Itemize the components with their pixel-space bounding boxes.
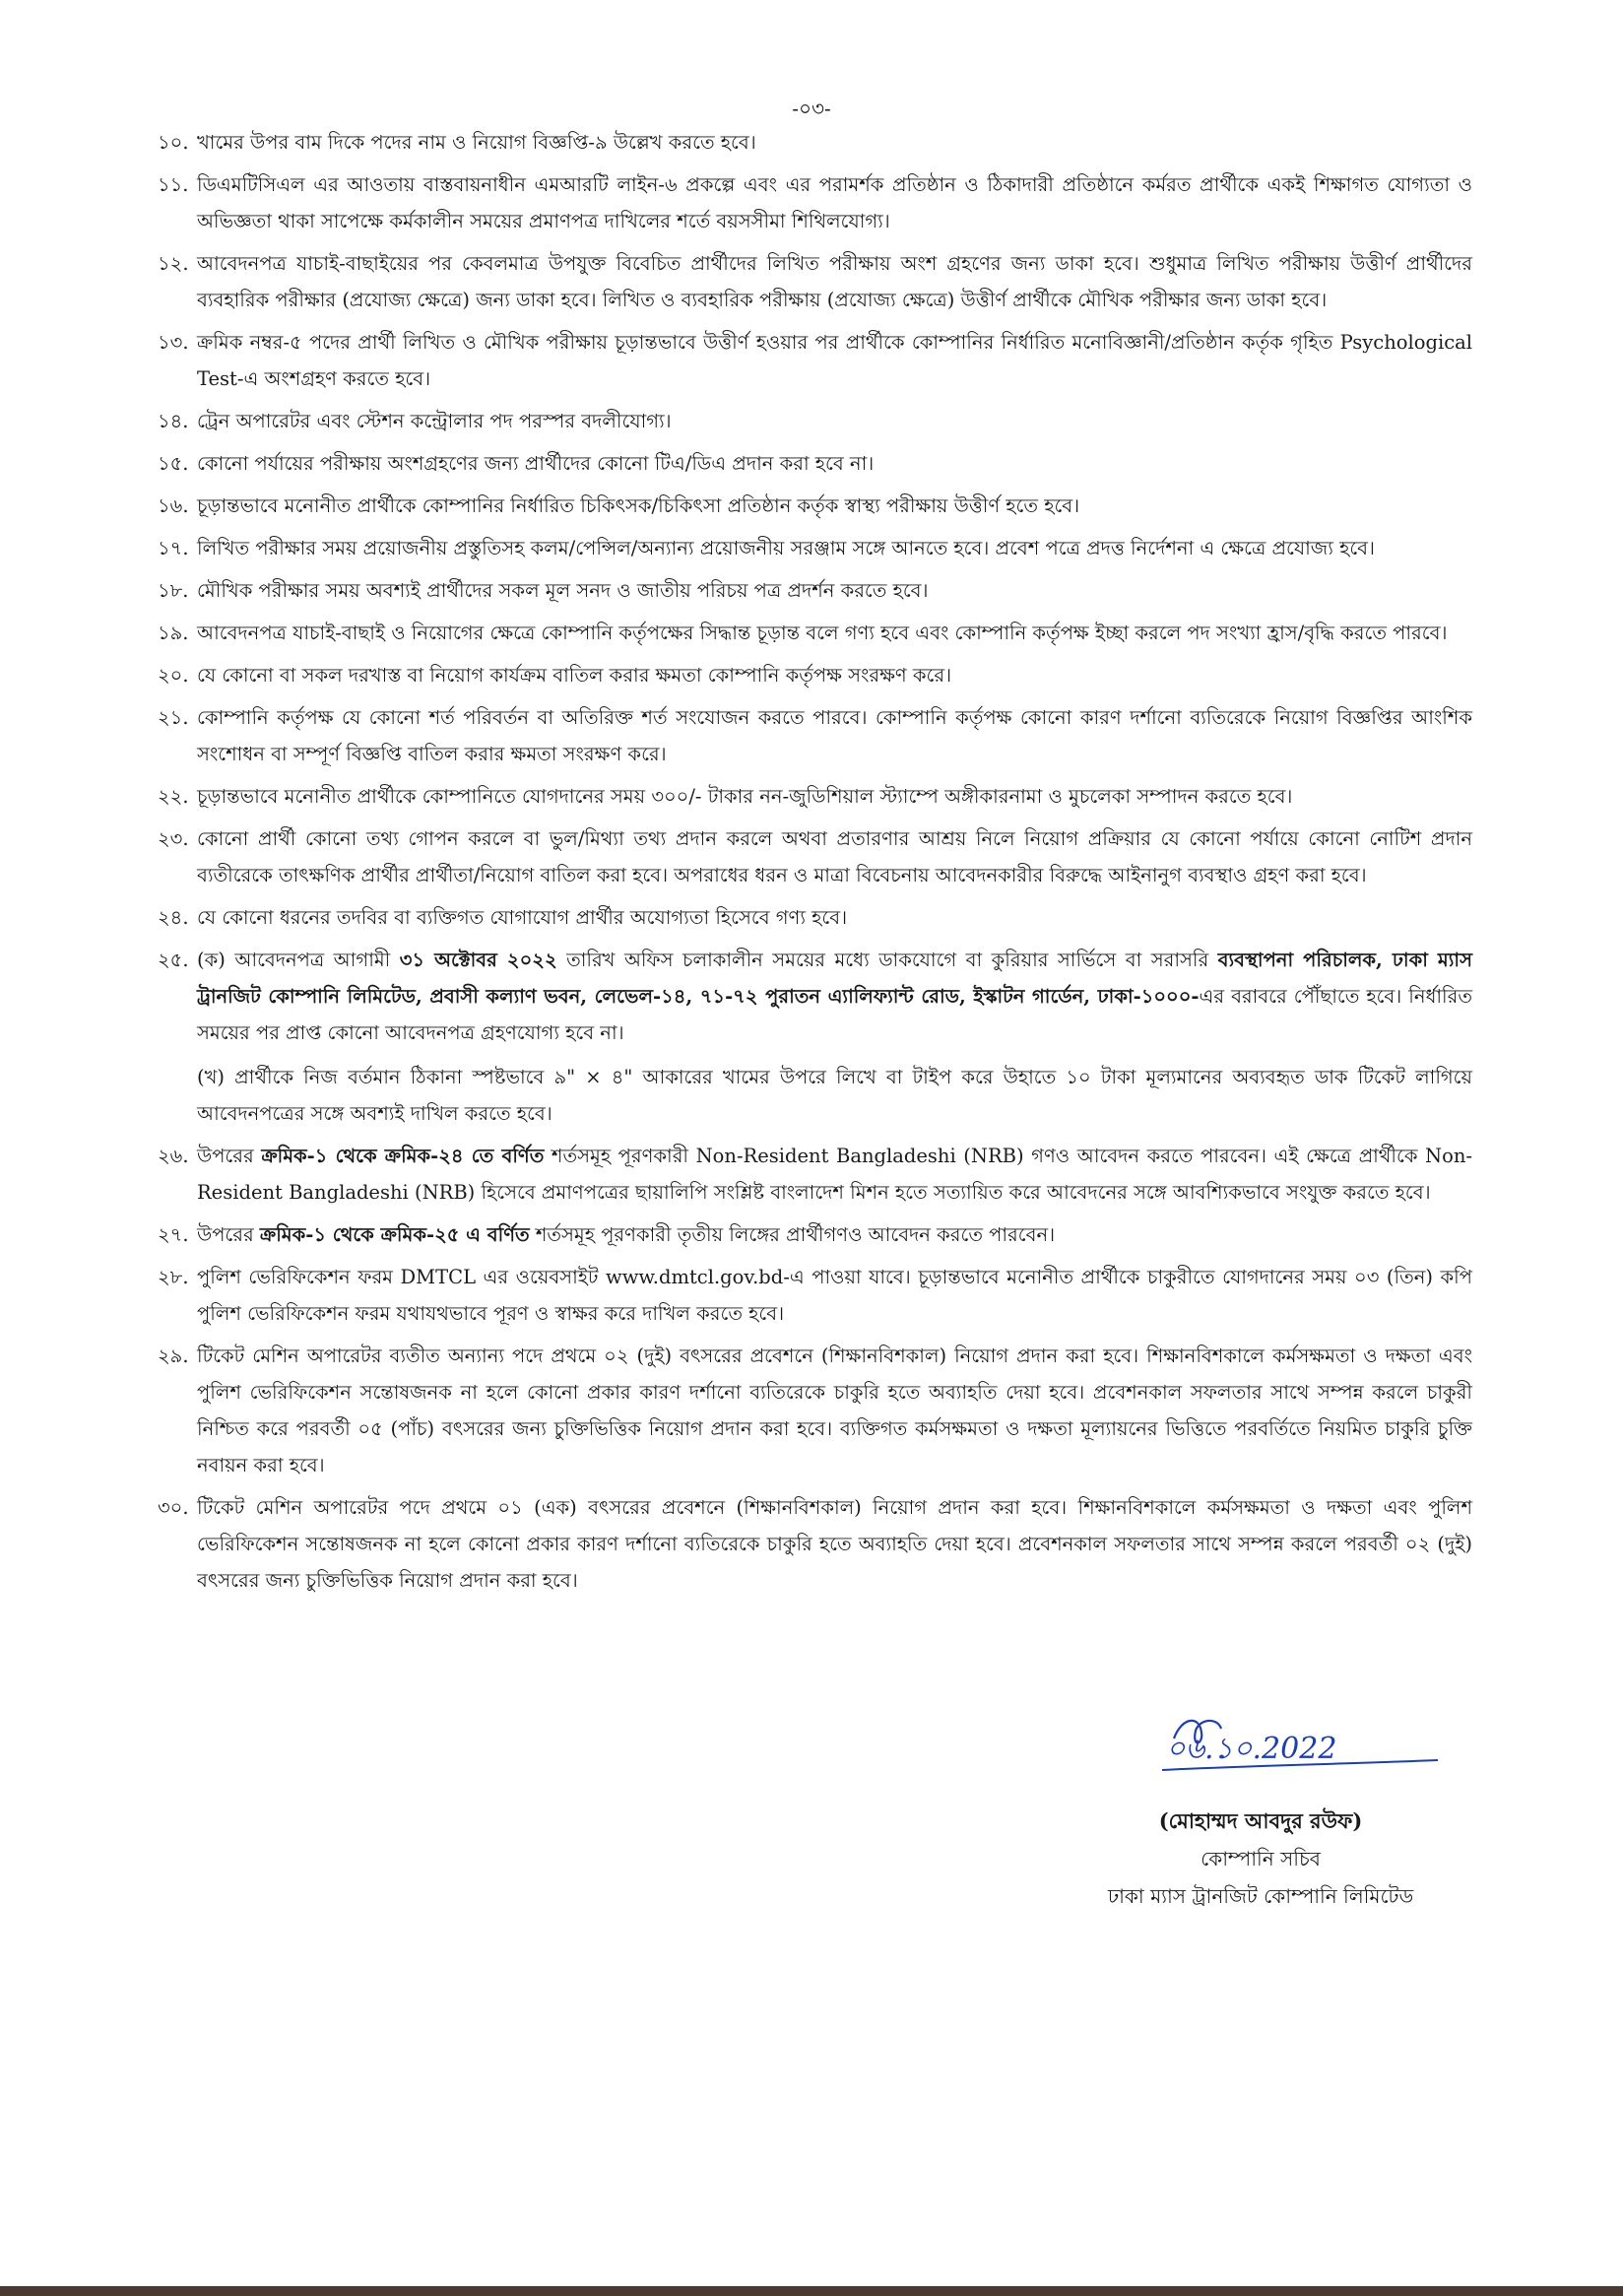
submission-address: ব্যবস্থাপনা পরিচালক, ঢাকা ম্যাস ট্রানজিট কোম্পানি লিমিটেড, প্রবাসী কল্যাণ ভবন, লেভেল-১৪, ৭১-৭২ পুরাতন এ্যালিফ্যান্ট রোড, ইস্কাটন গার্ডেন, ঢাকা-১০০০-: [197, 949, 1472, 1008]
item-number: ২৭.: [158, 1223, 189, 1246]
list-item: [158, 166, 1472, 239]
list-item: [158, 324, 1472, 397]
item-number: ৩০.: [158, 1496, 189, 1519]
item-number: ১০.: [158, 131, 189, 154]
item-text: যে কোনো ধরনের তদবির বা ব্যক্তিগত যোগাযোগ প্রার্থীর অযোগ্যতা হিসেবে গণ্য হবে।: [197, 906, 848, 929]
list-item: [158, 488, 1472, 524]
item-text: ট্রেন অপারেটর এবং স্টেশন কন্ট্রোলার পদ পরস্পর বদলীযোগ্য।: [197, 410, 672, 432]
item-text: টিকেট মেশিন অপারেটর ব্যতীত অন্যান্য পদে প্রথমে ০২ (দুই) বৎসরের প্রবেশনে (শিক্ষানবিশকাল) নিয়োগ প্রদান করা হবে। শিক্ষানবিশকালে কর্মসক্ষমতা ও দক্ষতা এবং পুলিশ ভেরিফিকেশন সন্তোষজনক না হলে কোনো প্রকার কারণ দর্শানো ব্যতিরেকে চাকুরি হতে অব্যাহতি দেয়া হবে। প্রবেশনকাল সফলতার সাথে সম্পন্ন করলে চাকুরী নিশ্চিত করে পরবর্তী ০৫ (পাঁচ) বৎসরের জন্য চুক্তিভিত্তিক নিয়োগ প্রদান করা হবে। ব্যক্তিগত কর্মসক্ষমতা ও দক্ষতা মূল্যায়নের ভিত্তিতে পরবর্তিতে নিয়মিত চাকুরি চুক্তি নবায়ন করা হবে।: [197, 1345, 1472, 1476]
clause-a-suffix: এর বরাবরে পৌঁছাতে হবে। নির্ধারিত সময়ের পর প্রাপ্ত কোনো আবেদনপত্র গ্রহণযোগ্য হবে না।: [197, 985, 1472, 1044]
list-item: [158, 245, 1472, 318]
item-text: চূড়ান্তভাবে মনোনীত প্রার্থীকে কোম্পানির নির্ধারিত চিকিৎসক/চিকিৎসা প্রতিষ্ঠান কর্তৃক স্বাস্থ্য পরীক্ষায় উত্তীর্ণ হতে হবে।: [197, 494, 1080, 517]
list-item: [158, 1338, 1472, 1483]
item-number: ২৫.: [158, 949, 189, 971]
list-item: [158, 820, 1472, 893]
item-text: কোম্পানি কর্তৃপক্ষ যে কোনো শর্ত পরিবর্তন বা অতিরিক্ত শর্ত সংযোজন করতে পারবে। কোম্পানি কর্তৃপক্ষ কোনো কারণ দর্শানো ব্যতিরেকে নিয়োগ বিজ্ঞপ্তির আংশিক সংশোধন বা সম্পূর্ণ বিজ্ঞপ্তি বাতিল করার ক্ষমতা সংরক্ষণ করে।: [197, 706, 1472, 765]
item-bold-range: ক্রমিক-১ থেকে ক্রমিক-২৪ তে বর্ণিত: [261, 1145, 545, 1167]
list-item: [158, 657, 1472, 693]
item-number: ১৪.: [158, 410, 189, 432]
signatory-organization: ঢাকা ম্যাস ট্রানজিট কোম্পানি লিমিটেড: [1107, 1884, 1414, 1908]
item-number: ১৯.: [158, 622, 189, 644]
item-suffix: শর্তসমূহ পূরণকারী তৃতীয় লিঙ্গের প্রার্থীগণও আবেদন করতে পারবেন।: [529, 1223, 1056, 1246]
item-number: ১১.: [158, 173, 189, 196]
item-text: ডিএমটিসিএল এর আওতায় বাস্তবায়নাধীন এমআরটি লাইন-৬ প্রকল্পে এবং এর পরামর্শক প্রতিষ্ঠান ও ঠিকাদারী প্রতিষ্ঠানে কর্মরত প্রার্থীকে একই শিক্ষাগত যোগ্যতা ও অভিজ্ঞতা থাকা সাপেক্ষে কর্মকালীন সময়ের প্রমাণপত্র দাখিলের শর্তে বয়সসীমা শিথিলযোগ্য।: [197, 173, 1472, 232]
list-item: [158, 899, 1472, 936]
item-number: ১৬.: [158, 494, 189, 517]
clause-a-mid: তারিখ অফিস চলাকালীন সময়ের মধ্যে ডাকযোগে বা কুরিয়ার সার্ভিসে বা সরাসরি: [556, 949, 1218, 971]
clause-a-prefix: (ক) আবেদনপত্র আগামী: [197, 949, 400, 971]
item-text: কোনো পর্যায়ের পরীক্ষায় অংশগ্রহণের জন্য প্রার্থীদের কোনো টিএ/ডিএ প্রদান করা হবে না।: [197, 452, 875, 475]
list-item: [158, 615, 1472, 651]
item-text: লিখিত পরীক্ষার সময় প্রয়োজনীয় প্রস্তুতিসহ কলম/পেন্সিল/অন্যান্য প্রয়োজনীয় সরঞ্জাম সঙ্গে আনতে হবে। প্রবেশ পত্রে প্রদত্ত নির্দেশনা এ ক্ষেত্রে প্রযোজ্য হবে।: [197, 537, 1375, 559]
item-text: চূড়ান্তভাবে মনোনীত প্রার্থীকে কোম্পানিতে যোগদানের সময় ৩০০/- টাকার নন-জুডিশিয়াল স্ট্যাম্পে অঙ্গীকারনামা ও মুচলেকা সম্পাদন করতে হবে।: [197, 785, 1293, 808]
item-text: আবেদনপত্র যাচাই-বাছাইয়ের পর কেবলমাত্র উপযুক্ত বিবেচিত প্রার্থীদের লিখিত পরীক্ষায় অংশ গ্রহণের জন্য ডাকা হবে। শুধুমাত্র লিখিত পরীক্ষায় উত্তীর্ণ প্রার্থীদের ব্যবহারিক পরীক্ষার (প্রযোজ্য ক্ষেত্রে) জন্য ডাকা হবে। লিখিত ও ব্যবহারিক পরীক্ষায় (প্রযোজ্য ক্ষেত্রে) উত্তীর্ণ প্রার্থীকে মৌখিক পরীক্ষার জন্য ডাকা হবে।: [197, 252, 1472, 311]
item-number: ২৪.: [158, 906, 189, 929]
item-text: আবেদনপত্র যাচাই-বাছাই ও নিয়োগের ক্ষেত্রে কোম্পানি কর্তৃপক্ষের সিদ্ধান্ত চূড়ান্ত বলে গণ্য হবে এবং কোম্পানি কর্তৃপক্ষ ইচ্ছা করলে পদ সংখ্যা হ্রাস/বৃদ্ধি করতে পারবে।: [197, 622, 1448, 644]
conditions-list: [158, 124, 1472, 1605]
list-item-third-gender: [158, 1216, 1472, 1253]
item-text: টিকেট মেশিন অপারেটর পদে প্রথমে ০১ (এক) বৎসরের প্রবেশনে (শিক্ষানবিশকাল) নিয়োগ প্রদান করা হবে। শিক্ষানবিশকালে কর্মসক্ষমতা ও দক্ষতা এবং পুলিশ ভেরিফিকেশন সন্তোষজনক না হলে কোনো প্রকার কারণ দর্শানো ব্যতিরেকে চাকুরি হতে অব্যাহতি দেয়া হবে। প্রবেশনকাল সফলতার সাথে সম্পন্ন করলে পরবর্তী ০২ (দুই) বৎসরের জন্য চুক্তিভিত্তিক নিয়োগ প্রদান করা হবে।: [197, 1496, 1472, 1592]
handwritten-signature: [1152, 1709, 1448, 1778]
item-number: ১৭.: [158, 537, 189, 559]
list-item: [158, 572, 1472, 609]
item-text: খামের উপর বাম দিকে পদের নাম ও নিয়োগ বিজ্ঞপ্তি-৯ উল্লেখ করতে হবে।: [197, 131, 756, 154]
item-number: ১২.: [158, 252, 189, 275]
item-text: পুলিশ ভেরিফিকেশন ফরম DMTCL এর ওয়েবসাইট www.dmtcl.gov.bd-এ পাওয়া যাবে। চূড়ান্তভাবে মনোনীত প্রার্থীকে চাকুরীতে যোগদানের সময় ০৩ (তিন) কপি পুলিশ ভেরিফিকেশন ফরম যথাযথভাবে পূরণ ও স্বাক্ষর করে দাখিল করতে হবে।: [197, 1266, 1472, 1325]
list-item: [158, 530, 1472, 566]
item-text: যে কোনো বা সকল দরখাস্ত বা নিয়োগ কার্যক্রম বাতিল করার ক্ষমতা কোম্পানি কর্তৃপক্ষ সংরক্ষণ করে।: [197, 664, 952, 687]
item-number: ২০.: [158, 664, 189, 687]
list-item: [158, 445, 1472, 482]
item-prefix: উপরের: [197, 1145, 262, 1167]
list-item-nrb: [158, 1138, 1472, 1211]
item-number: ২১.: [158, 706, 189, 729]
item-prefix: উপরের: [197, 1223, 260, 1246]
deadline-date: ৩১ অক্টোবর ২০২২: [399, 949, 557, 971]
signatory-name: (মোহাম্মদ আবদুর রউফ): [1158, 1808, 1363, 1833]
list-item: [158, 1489, 1472, 1599]
item-number: ২৬.: [158, 1145, 189, 1167]
item-number: ২২.: [158, 785, 189, 808]
signature-date: ০৬.১০.2022: [1166, 1732, 1337, 1766]
item-number: ১৩.: [158, 331, 189, 354]
list-item: [158, 124, 1472, 161]
list-item-submission: [158, 942, 1472, 1132]
item-number: ১৫.: [158, 452, 189, 475]
list-item: [158, 1259, 1472, 1332]
envelope-clause: (খ) প্রার্থীকে নিজ বর্তমান ঠিকানা স্পষ্টভাবে ৯" × ৪" আকারের খামের উপরে লিখে বা টাইপ করে উহাতে ১০ টাকা মূল্যমানের অব্যবহৃত ডাক টিকেট লাগিয়ে আবেদনপত্রের সঙ্গে অবশ্যই দাখিল করতে হবে।: [197, 1066, 1472, 1125]
item-bold-range: ক্রমিক-১ থেকে ক্রমিক-২৫ এ বর্ণিত: [259, 1223, 530, 1246]
page-number: -০৩-: [792, 97, 831, 120]
list-item: [158, 778, 1472, 815]
item-text: মৌখিক পরীক্ষার সময় অবশ্যই প্রার্থীদের সকল মূল সনদ ও জাতীয় পরিচয় পত্র প্রদর্শন করতে হবে।: [197, 579, 929, 602]
item-number: ২৯.: [158, 1345, 189, 1367]
item-number: ১৮.: [158, 579, 189, 602]
signatory-designation: কোম্পানি সচিব: [1201, 1847, 1321, 1870]
item-number: ২৮.: [158, 1266, 189, 1288]
item-number: ২৩.: [158, 827, 189, 850]
submission-deadline-clause: [197, 942, 1472, 1051]
item-text: ক্রমিক নম্বর-৫ পদের প্রার্থী লিখিত ও মৌখিক পরীক্ষায় চূড়ান্তভাবে উত্তীর্ণ হওয়ার পর প্রার্থীকে কোম্পানির নির্ধারিত মনোবিজ্ঞানী/প্রতিষ্ঠান কর্তৃক গৃহিত Psychological Test-এ অংশগ্রহণ করতে হবে।: [197, 331, 1472, 390]
signatory-block: [1034, 1803, 1487, 1915]
item-suffix: শর্তসমূহ পূরণকারী Non-Resident Bangladeshi (NRB) গণও আবেদন করতে পারবেন। এই ক্ষেত্রে প্রার্থীকে Non-Resident Bangladeshi (NRB) হিসেবে প্রমাণপত্রের ছায়ালিপি সংশ্লিষ্ট বাংলাদেশ মিশন হতে সত্যায়িত করে আবেদনের সঙ্গে আবশ্যিকভাবে সংযুক্ত করতে হবে।: [197, 1145, 1473, 1204]
scan-bottom-edge: [0, 2286, 1623, 2296]
item-text: কোনো প্রার্থী কোনো তথ্য গোপন করলে বা ভুল/মিথ্যা তথ্য প্রদান করলে অথবা প্রতারণার আশ্রয় নিলে নিয়োগ প্রক্রিয়ার যে কোনো পর্যায়ে কোনো নোটিশ প্রদান ব্যতীরেকে তাৎক্ষণিক প্রার্থীর প্রার্থীতা/নিয়োগ বাতিল করা হবে। অপরাধের ধরন ও মাত্রা বিবেচনায় আবেদনকারীর বিরুদ্ধে আইনানুগ ব্যবস্থাও গ্রহণ করা হবে।: [197, 827, 1472, 886]
list-item: [158, 699, 1472, 772]
list-item: [158, 403, 1472, 439]
